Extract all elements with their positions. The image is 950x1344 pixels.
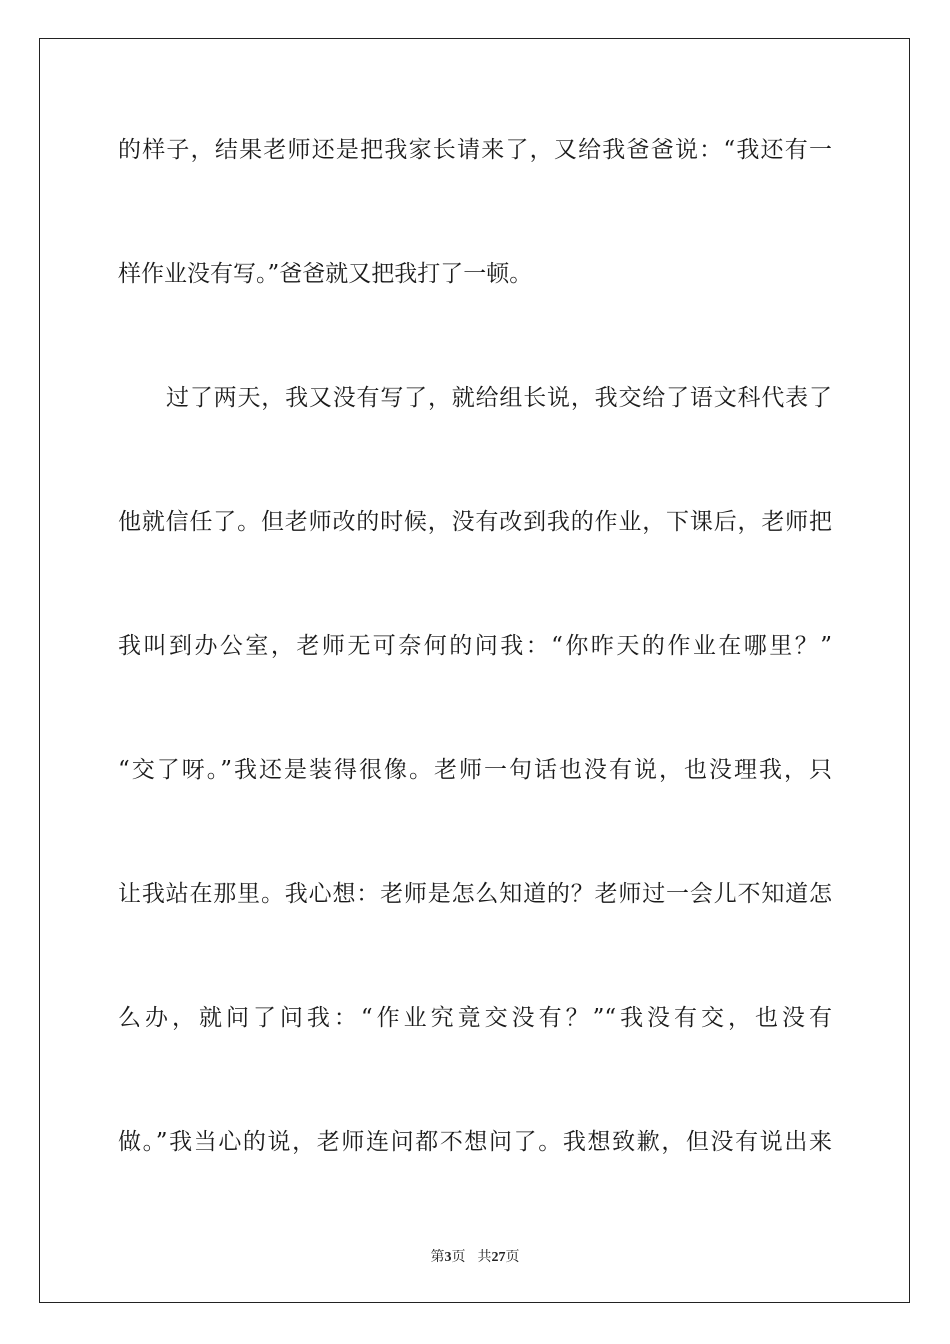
page-footer bbox=[0, 1247, 950, 1268]
text-line: 样作业没有写。”爸爸就又把我打了一顿。 bbox=[118, 261, 533, 287]
text-line: 他就信任了。但老师改的时候，没有改到我的作业，下课后，老师把 bbox=[118, 509, 832, 535]
total-suffix: 页 bbox=[505, 1249, 520, 1265]
total-prefix: 共 bbox=[477, 1249, 492, 1265]
text-line: 的样子，结果老师还是把我家长请来了，又给我爸爸说：“我还有一 bbox=[118, 137, 832, 163]
text-line: 做。”我当心的说，老师连问都不想问了。我想致歉，但没有说出来 bbox=[118, 1129, 832, 1155]
text-line: “交了呀。”我还是装得很像。老师一句话也没有说，也没理我，只 bbox=[118, 757, 832, 783]
text-line: 么办，就问了问我：“作业究竟交没有？”“我没有交，也没有 bbox=[118, 1005, 832, 1031]
page-border bbox=[39, 38, 910, 1303]
text-line: 我叫到办公室，老师无可奈何的问我：“你昨天的作业在哪里？” bbox=[118, 633, 832, 659]
page-suffix: 页 bbox=[451, 1249, 466, 1265]
page-number: 3 bbox=[444, 1250, 452, 1265]
text-line: 过了两天，我又没有写了，就给组长说，我交给了语文科代表了 bbox=[166, 385, 832, 411]
total-pages: 27 bbox=[491, 1250, 506, 1265]
text-line: 让我站在那里。我心想：老师是怎么知道的？老师过一会儿不知道怎 bbox=[118, 881, 832, 907]
page-prefix: 第 bbox=[430, 1249, 445, 1265]
